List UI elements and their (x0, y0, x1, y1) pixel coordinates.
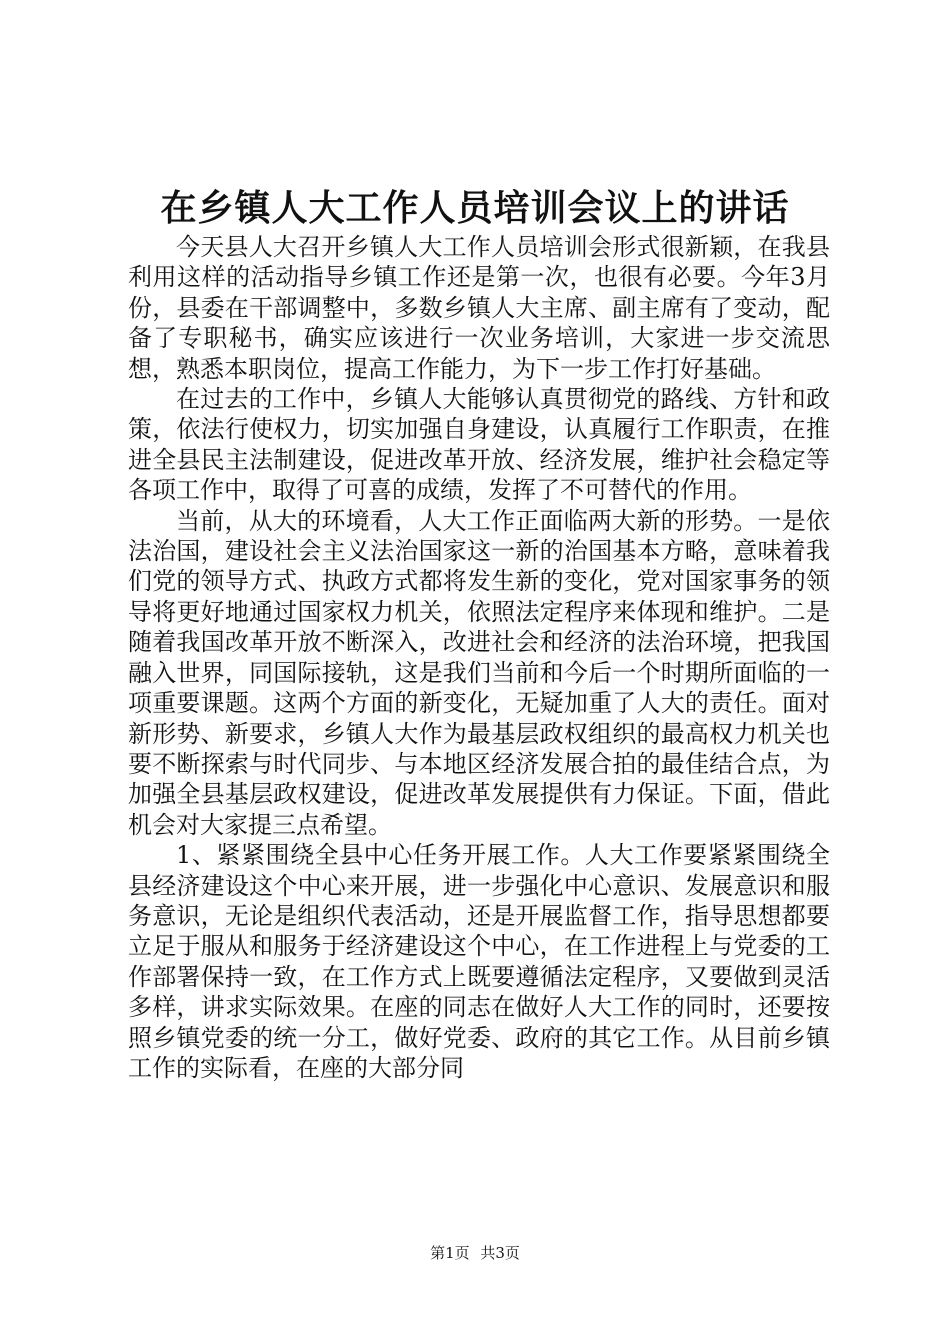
paragraph-4: 1、紧紧围绕全县中心任务开展工作。人大工作要紧紧围绕全县经济建设这个中心来开展，进一步强化中心意识、发展意识和服务意识，无论是组织代表活动，还是开展监督工作，指导思想都要立足于服从和服务于经济建设这个中心，在工作进程上与党委的工作部署保持一致，在工作方式上既要遵循法定程序，又要做到灵活多样，讲求实际效果。在座的同志在做好人大工作的同时，还要按照乡镇党委的统一分工，做好党委、政府的其它工作。从目前乡镇工作的实际看，在座的大部分同 (128, 841, 830, 1082)
page-number: 第1页 (430, 1244, 470, 1262)
document-title: 在乡镇人大工作人员培训会议上的讲话 (160, 187, 790, 229)
paragraph-1: 今天县人大召开乡镇人大工作人员培训会形式很新颖，在我县利用这样的活动指导乡镇工作还是第一次，也很有必要。今年3月份，县委在干部调整中，多数乡镇人大主席、副主席有了变动，配备了专职秘书，确实应该进行一次业务培训，大家进一步交流思想，熟悉本职岗位，提高工作能力，为下一步工作打好基础。 (128, 233, 830, 383)
page-total: 共3页 (480, 1244, 520, 1262)
document-body (128, 232, 830, 1083)
page-footer (0, 1243, 950, 1263)
paragraph-3: 当前，从大的环境看，人大工作正面临两大新的形势。一是依法治国，建设社会主义法治国家这一新的治国基本方略，意味着我们党的领导方式、执政方式都将发生新的变化，党对国家事务的领导将更好地通过国家权力机关，依照法定程序来体现和维护。二是随着我国改革开放不断深入，改进社会和经济的法治环境，把我国融入世界，同国际接轨，这是我们当前和今后一个时期所面临的一项重要课题。这两个方面的新变化，无疑加重了人大的责任。面对新形势、新要求，乡镇人大作为最基层政权组织的最高权力机关也要不断探索与时代同步、与本地区经济发展合拍的最佳结合点，为加强全县基层政权建设，促进改革发展提供有力保证。下面，借此机会对大家提三点希望。 (128, 506, 830, 839)
paragraph-2: 在过去的工作中，乡镇人大能够认真贯彻党的路线、方针和政策，依法行使权力，切实加强自身建设，认真履行工作职责，在推进全县民主法制建设，促进改革开放、经济发展，维护社会稳定等各项工作中，取得了可喜的成绩，发挥了不可替代的作用。 (128, 385, 830, 505)
